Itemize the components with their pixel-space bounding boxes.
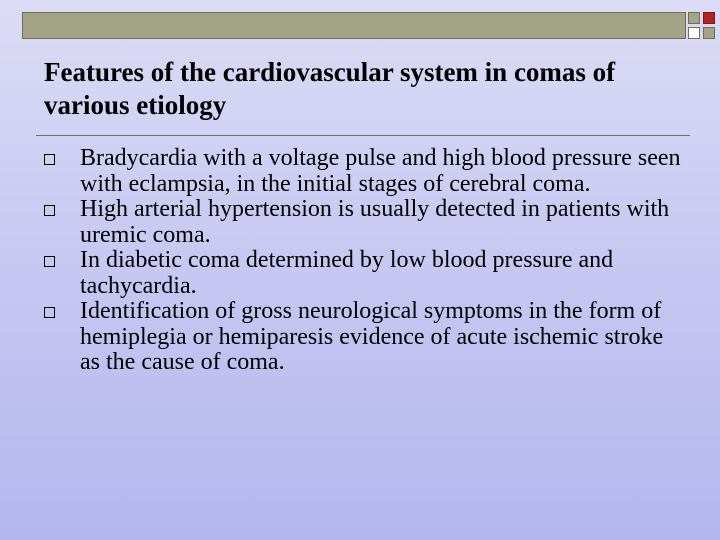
bullet-item bbox=[44, 197, 684, 248]
top-decorative-bar bbox=[22, 12, 686, 39]
hollow-square-icon bbox=[44, 154, 55, 165]
bullet-text: In diabetic coma determined by low blood pressure and tachycardia. bbox=[80, 247, 614, 299]
corner-square-white bbox=[688, 27, 700, 39]
bullet-text: High arterial hypertension is usually detected in patients with uremic coma. bbox=[80, 196, 670, 248]
hollow-square-icon bbox=[44, 256, 55, 267]
hollow-square-icon bbox=[44, 205, 55, 216]
corner-square-olive-2 bbox=[703, 27, 715, 39]
bullet-list bbox=[44, 146, 684, 376]
corner-square-olive bbox=[688, 12, 700, 24]
bullet-item bbox=[44, 299, 684, 376]
corner-squares-decoration bbox=[688, 12, 716, 40]
bullet-item bbox=[44, 146, 684, 197]
bullet-text: Identification of gross neurological symptoms in the form of hemiplegia or hemiparesis evidence of acute ischemic stroke as the cause of coma. bbox=[80, 298, 664, 375]
bullet-item bbox=[44, 248, 684, 299]
hollow-square-icon bbox=[44, 307, 55, 318]
bullet-text: Bradycardia with a voltage pulse and high blood pressure seen with eclampsia, in the initial stages of cerebral coma. bbox=[80, 145, 681, 197]
title-divider bbox=[36, 135, 690, 136]
slide-title: Features of the cardiovascular system in comas of various etiology bbox=[44, 57, 616, 120]
corner-square-red bbox=[703, 12, 715, 24]
